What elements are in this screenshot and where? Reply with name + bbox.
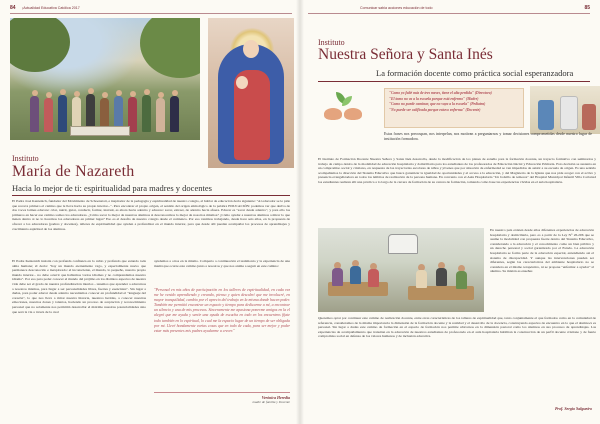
side-column-right: En nuestro país existen desde años diferentes experiencias de educación hospitalaria y domiciliaria, pero es a partir de la Ley N° 26.206 que se asume la modalidad con propuesta fuerte dentro del Sistema Educativo, considerando a la educación y el conocimiento como un bien público y un derecho personal y social garantizado por el Estado. La educación hospitalaria se forma parte de la educación especial, entendiendo así el sistema de discapacidad. Y aunque las intervenciones pueden ser diferentes, según las características del ambiente hospitalario no se considera en el mismo terapéutico, ni se propone "enfermar a ayudar" al alumno. Su misión es enseñar.: [490, 228, 594, 274]
running-head-left: ¡Actualidad Educativa Católica 2017: [22, 6, 80, 10]
signature-right: Prof. Sergio Salgueiro: [554, 406, 592, 411]
group-photo: [10, 18, 200, 140]
quotes-box: [384, 88, 524, 128]
article-title-right: Nuestra Señora y Santa Inés: [318, 46, 493, 63]
article-subtitle-left: Hacia lo mejor de ti: espiritualidad para madres y docentes: [12, 183, 212, 193]
running-head-right: Comunicar sabia acciones educación de todo: [360, 6, 433, 10]
article-subtitle-right: La formación docente como práctica social esperanzadora: [376, 68, 574, 78]
article-kicker-right: Instituto: [318, 38, 345, 47]
body-column-left-1: El Padre Kentenich insistía con profunda confianza en lo rubio y profundo que estando toda alma humana; él decía: "hay un mundo eternamente vago, y especialmente nuevo que permanece desconocido e inexplorado: el inconsciente, el mundo, lo pequeño, nuestro propio mundo interior... no debe ocurrir que hablemos varios idiomas y no comprendamos nuestro idioma". Por eso para poder conocer el mundo del prójimo en los distintos aspectos de nuestra vida debe ser el grado de nuestra profundización interior... tenemos que aprender a educarnos a nosotros mismos, para llegar a ser personalidades libres, fuertes y esenciales". Sin lugar a dudas, para poder educar desde adentro necesitamos conocer en profundidad el "lenguaje del corazón", lo que nos lleva a mirar nuestra historia, nuestros heridas, a conocer nuestras emociones, nuestros dones y talentos, haciendo un proceso de aceptación y reconocimiento personal que no solamente nos permitirá desarrollar el máximo nuestras potencialidades sino que será la vía a través de la cual: [12, 259, 146, 314]
signature-name-left: Verónica Heredia: [261, 396, 290, 400]
hands-seedling-icon: [322, 88, 364, 122]
quote-rule: [154, 392, 290, 393]
body-column-left-2: ayudemos a otros en la mismo. Comparto a continuación el testimonio y la experiencia de una mamá que ocurre este camino junto a nosotros y que nos anima a seguir en este camino:: [154, 259, 290, 268]
quote-line: "No puede ser calificada porque estuvo enferma" (Docente): [389, 107, 481, 112]
quote-line: "El tomo no va a la escuela porque está enfermo" (Madre): [389, 96, 479, 101]
title-rule-left: [12, 195, 290, 196]
intro-paragraph-left: El Padre José Kentenich, fundador del Movimiento de Schoenstatt, e inspirador de la pedagogía y espiritualidad de nuestro colegio, al hablar de educación decía siguiente: "Al educador se le pide que recorra primero el camino que le lleve hacia su propio interior...". Para encontrar el propio origen, el sentido del origen etimológico de la palabra EDUCACIÓN: podemos ver que deriva de dos voces latinas educare: criar, nutrir, guiar, conducir, formar, instruir, es ahora hacia adentro y educere: sacar, extraer, de adentro hacia afuera. Educar es "sacar desde adentro", y para ello los primeros en hacer ese camino somos los educadores. ¿Cómo sacar lo mejor de nuestros alumnos si desconocemos lo mejor de nosotros mismos? ¿Cómo ayudar a nuestros alumnos a mirar lo que tienen dentro si no lo hacemos los educadores en primer lugar? Eso es el desafío de nuestro colegio desde el comienzo. Por eso venimos trabajando, desde hace seis años, en la propuesta de ofrecer a los educadores (padres y docentes), talleres de espiritualidad que ayuden a profundizar en el mundo interior, para que desde allí puedan acompañar los procesos de aprendizajes y crecimiento espiritual de los alumnos.: [12, 199, 290, 231]
header-rule-right: [308, 13, 590, 14]
quote-line: "Como yo falté más de tres meses, tiene el alta perdida" (Directora): [389, 91, 492, 95]
signature-left: [252, 396, 290, 404]
right-page: [300, 0, 600, 424]
virgin-mary-painting: [208, 18, 294, 168]
page-gutter: [296, 0, 304, 424]
page-number-right: 85: [584, 5, 590, 11]
article-kicker-left: Instituto: [12, 154, 39, 163]
title-rule-right: [318, 81, 590, 82]
hospital-classroom-photo: [530, 86, 600, 134]
body-paragraph-right-2: Queremos optar por continuar este camino de realización docente, entre otras características de los talleres de espiritualidad que, tanto conjuntamente el que formados como en la comunidad de referencia, consideramos de la misma importancia la dimensión de la formación docente y la realidad y el desarrollo de la docencia, construyendo espacios de encuentro en lo que el alumno/a es personal. Sin lugar a dudas este camino de formación en el espacio de formación nos permite ubicarnos en la dimensión pastoral como los alumnos en sus procesos de aprendizajes. Las experiencias de acompañamiento que transitan en la educación de nuestros estudiantes de profesorado en el aula hospitalaria habilitan la construcción de un perfil docente cristiano y de fuerte compromiso social en defensa de los valores humanos y de inclusión educativa.: [318, 316, 596, 339]
teacher-training-photo: [318, 228, 484, 312]
signature-role-left: madre de familia y Docente: [252, 400, 290, 404]
header-rule-left: [10, 13, 292, 14]
quote-line: "Como no puede caminar, que no vaya a la escuela" (Pediatra): [389, 102, 486, 107]
testimonial-quote: "Personal en mis años de participación en los talleres de espiritualidad, en cada vez me he venido aprendiendo y creando, pienso y quien descubrí que me involucré, en mayor tranquilidad, cambio por el aprecio del trabajo en la misma donde hacen poder. También me permitió encontrar un espacio y tiempo para dedicarme a mí, a encontrar un silencio y una de mis procesos. Sinceramente me apasiona ponerme amigos en la el alegró que me ayuda y sentir una ayuda de escucha en todo en los encuentros fíjate todo también en lo espiritual, lo cual me la espacio lugar de un tiempo de ser obligada por mi. Llevé hondamente varias cosas que en todo de cada, para ser mejor y poder estar más presentes mis padres ayudarme a crecer.": [154, 288, 290, 333]
body-paragraph-right-1: El Instituto de Formación Docente Nuestra Señora y Santa Inés desarrolla, desde la modificación de los planes de estudio para la formación docente, un trayecto formativo con seminarios y trabajo de campo dentro de la modalidad de educación hospitalaria y domiciliaria para los estudiantes de los profesorados de Educación Inicial y Educación Primaria. Esto decisión se sustenta en un compromiso social y cristiano, en respuesta de las trayectorias escolares de niños y jóvenes que por situación de enfermedad se ven impedidos de asistir a su escuela de origen. Es una sentido acompañamos la dirección del Sistema Educativo que busca garantizar la igualdad de oportunidades y el acceso a la educación, y del Magisterio de la Iglesia que nos pide acoger con el activo y presencia evangelizadora en todos los ámbitos de realización de la persona humana. En convenio con el Aula Hospitalaria "Un bolsillo de temores" del Hospital Municipal Infantil Villa Carlotted los estudiantes realizan allí una práctica a lo largo de la carrera de formación de su carrera de formación, tomando como base las experiencias vividas en el aula hospitalaria.: [318, 157, 596, 184]
lead-paragraph-right: Estas frases nos preocupan, nos interpelan, nos motivan a preguntarnos y tomar decisiones comprometidas desde nuestro lugar de institución formadora.: [384, 132, 592, 141]
page-number-left: 84: [10, 5, 16, 11]
article-title-left: María de Nazareth: [12, 163, 135, 180]
